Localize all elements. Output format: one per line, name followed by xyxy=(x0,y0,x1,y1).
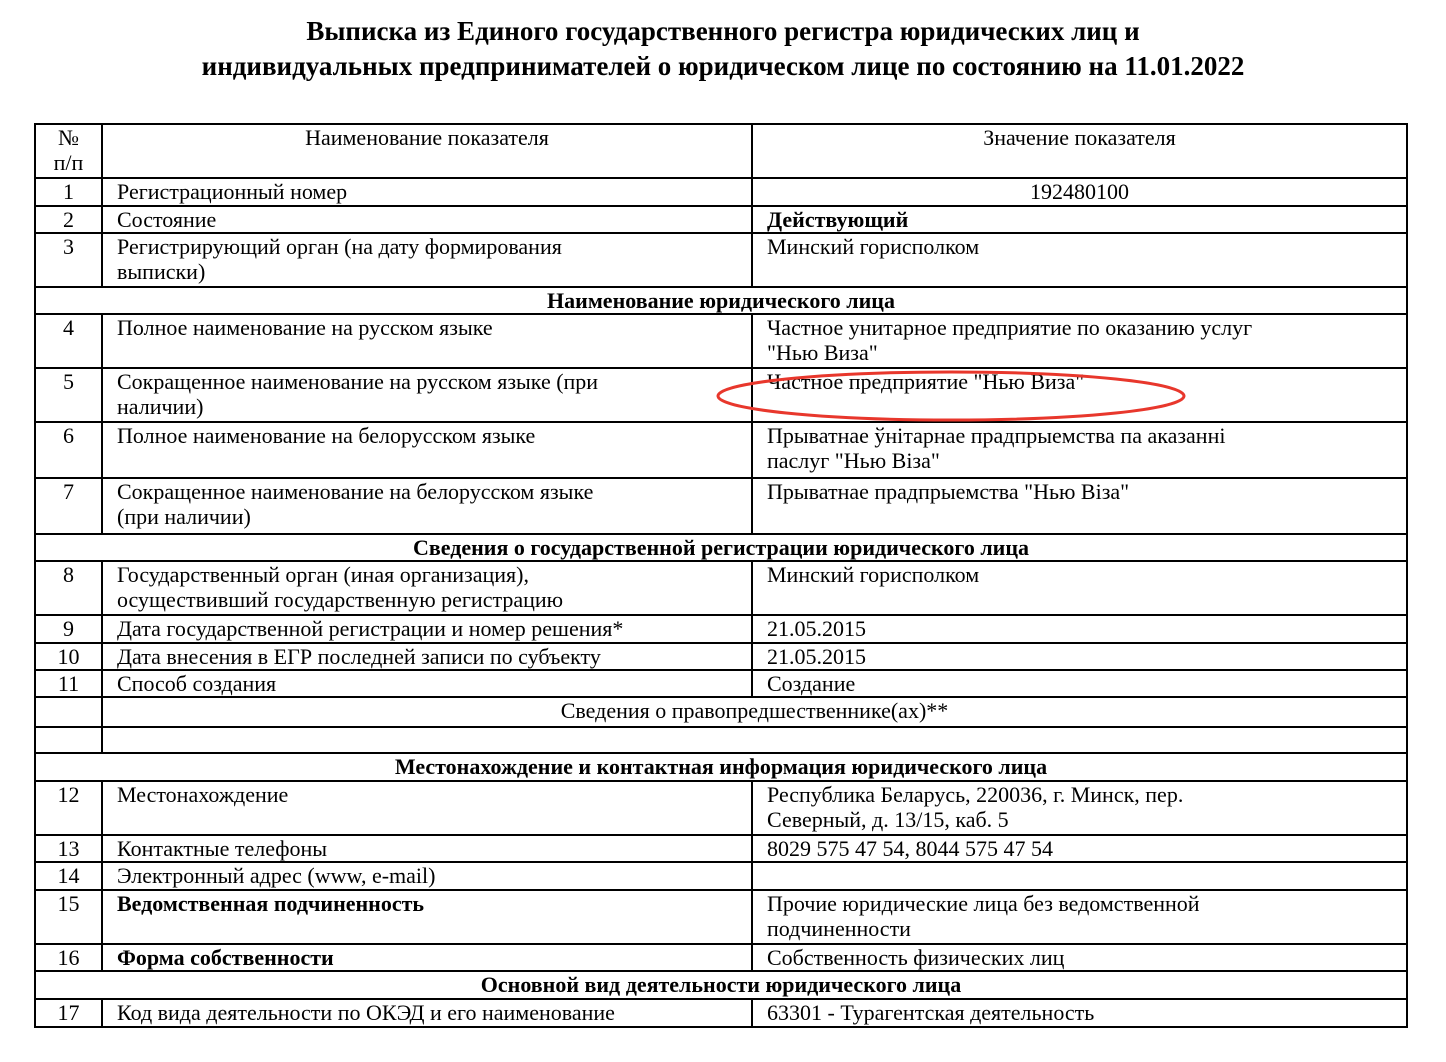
row-num: 2 xyxy=(35,206,102,233)
row-num: 4 xyxy=(35,314,102,368)
row-value: Республика Беларусь, 220036, г. Минск, пер. Северный, д. 13/15, каб. 5 xyxy=(752,781,1407,835)
section-title: Местонахождение и контактная информация юридического лица xyxy=(35,753,1407,781)
row-name: Сокращенное наименование на белорусском языке (при наличии) xyxy=(102,478,752,534)
predecessor-row xyxy=(35,697,1407,727)
row-name: Контактные телефоны xyxy=(102,835,752,862)
row-value: Частное унитарное предприятие по оказанию услуг "Нью Виза" xyxy=(752,314,1407,368)
row-name: Состояние xyxy=(102,206,752,233)
row-value: 8029 575 47 54, 8044 575 47 54 xyxy=(752,835,1407,862)
row-num: 13 xyxy=(35,835,102,862)
table-row xyxy=(35,643,1407,670)
section-title: Сведения о государственной регистрации юридического лица xyxy=(35,534,1407,561)
table-row xyxy=(35,781,1407,835)
table-row xyxy=(35,206,1407,233)
table-row xyxy=(35,670,1407,697)
row-num: 6 xyxy=(35,422,102,478)
row-name: Форма собственности xyxy=(102,944,752,971)
row-num: 7 xyxy=(35,478,102,534)
row-num: 17 xyxy=(35,999,102,1027)
row-name: Сокращенное наименование на русском языке (при наличии) xyxy=(102,368,752,422)
row-value-highlighted: Частное предприятие "Нью Виза" xyxy=(752,368,1407,422)
empty-cell xyxy=(102,727,1407,753)
row-name: Ведомственная подчиненность xyxy=(102,890,752,944)
table-row xyxy=(35,478,1407,534)
row-value: Прыватнае прадпрыемства "Нью Віза" xyxy=(752,478,1407,534)
table-header-row xyxy=(35,124,1407,178)
section-row xyxy=(35,753,1407,781)
section-title: Основной вид деятельности юридического лица xyxy=(35,971,1407,999)
section-row xyxy=(35,287,1407,314)
table-row xyxy=(35,314,1407,368)
row-value: Собственность физических лиц xyxy=(752,944,1407,971)
table-row xyxy=(35,233,1407,287)
row-num xyxy=(35,697,102,727)
row-num: 10 xyxy=(35,643,102,670)
row-num: 14 xyxy=(35,862,102,890)
row-value: 21.05.2015 xyxy=(752,615,1407,643)
row-num xyxy=(35,727,102,753)
table-row xyxy=(35,368,1407,422)
row-value: Прыватнае ўнітарнае прадпрыемства па аказанні паслуг "Нью Віза" xyxy=(752,422,1407,478)
title-line-2: индивидуальных предпринимателей о юридическом лице по состоянию на 11.01.2022 xyxy=(201,51,1245,81)
row-name: Местонахождение xyxy=(102,781,752,835)
row-value: Создание xyxy=(752,670,1407,697)
title-line-1: Выписка из Единого государственного регистра юридических лиц и xyxy=(306,16,1140,46)
table-row xyxy=(35,862,1407,890)
table-row xyxy=(35,835,1407,862)
row-num: 1 xyxy=(35,178,102,206)
row-num: 16 xyxy=(35,944,102,971)
register-table xyxy=(34,123,1408,1028)
row-name: Полное наименование на белорусском языке xyxy=(102,422,752,478)
row-num: 9 xyxy=(35,615,102,643)
table-row xyxy=(35,890,1407,944)
section-title: Наименование юридического лица xyxy=(35,287,1407,314)
row-value: Прочие юридические лица без ведомственной подчиненности xyxy=(752,890,1407,944)
row-value: 21.05.2015 xyxy=(752,643,1407,670)
row-name: Дата внесения в ЕГР последней записи по субъекту xyxy=(102,643,752,670)
row-value: 63301 - Турагентская деятельность xyxy=(752,999,1407,1027)
table-row xyxy=(35,615,1407,643)
empty-row xyxy=(35,727,1407,753)
row-value: Действующий xyxy=(752,206,1407,233)
row-name: Электронный адрес (www, e-mail) xyxy=(102,862,752,890)
row-num: 11 xyxy=(35,670,102,697)
row-num: 3 xyxy=(35,233,102,287)
table-row xyxy=(35,944,1407,971)
row-num: 12 xyxy=(35,781,102,835)
document-title xyxy=(0,14,1446,84)
row-name: Регистрационный номер xyxy=(102,178,752,206)
row-name: Дата государственной регистрации и номер решения* xyxy=(102,615,752,643)
row-value xyxy=(752,862,1407,890)
header-name: Наименование показателя xyxy=(102,124,752,178)
row-value: Минский горисполком xyxy=(752,561,1407,615)
row-name: Код вида деятельности по ОКЭД и его наименование xyxy=(102,999,752,1027)
row-num: 8 xyxy=(35,561,102,615)
table-row xyxy=(35,178,1407,206)
header-num: № п/п xyxy=(35,124,102,178)
row-name: Полное наименование на русском языке xyxy=(102,314,752,368)
row-value: Минский горисполком xyxy=(752,233,1407,287)
row-value: 192480100 xyxy=(752,178,1407,206)
row-name: Регистрирующий орган (на дату формирования выписки) xyxy=(102,233,752,287)
table-row xyxy=(35,561,1407,615)
row-name: Способ создания xyxy=(102,670,752,697)
section-row xyxy=(35,971,1407,999)
section-row xyxy=(35,534,1407,561)
table-row xyxy=(35,422,1407,478)
row-num: 5 xyxy=(35,368,102,422)
row-name: Государственный орган (иная организация), осуществивший государственную регистрацию xyxy=(102,561,752,615)
row-num: 15 xyxy=(35,890,102,944)
table-row xyxy=(35,999,1407,1027)
predecessor-title: Сведения о правопредшественнике(ах)** xyxy=(102,697,1407,727)
header-value: Значение показателя xyxy=(752,124,1407,178)
